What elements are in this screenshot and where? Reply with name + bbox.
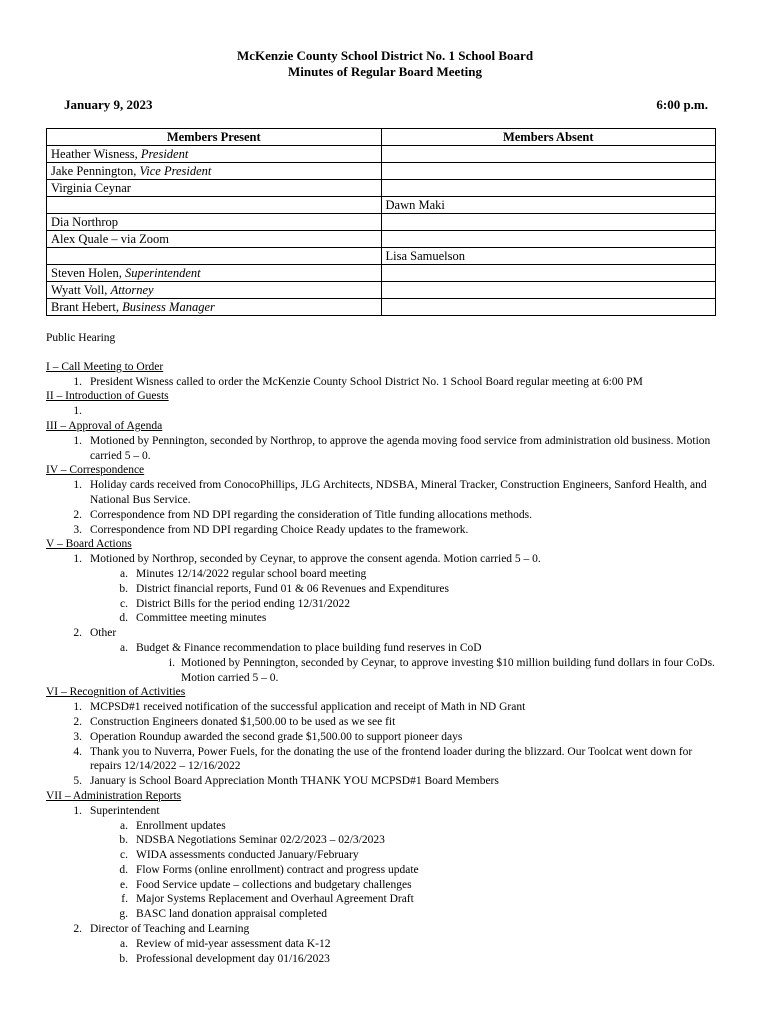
list-item (46, 656, 716, 686)
list-item-marker: e. (120, 878, 128, 891)
list-item-text: Motioned by Northrop, seconded by Ceynar, to approve the consent agenda. Motion carried 5 – 0. (90, 553, 541, 566)
list-item-marker: i. (168, 656, 175, 669)
member-present-name: Brant Hebert, (51, 300, 123, 314)
list-item-text: BASC land donation appraisal completed (136, 908, 327, 921)
list-item (46, 819, 716, 834)
minutes-body (46, 331, 716, 966)
members-absent-header: Members Absent (381, 129, 716, 146)
member-present-name: Alex Quale – via Zoom (51, 232, 170, 246)
list-item (46, 582, 716, 597)
list-item (46, 804, 716, 819)
list-item-marker: a. (120, 567, 128, 580)
list-item-text: Thank you to Nuverra, Power Fuels, for the donating the use of the frontend loader during the blizzard. Our Toolcat went down for repairs 12/14/2022 – 12/16/2022 (90, 745, 693, 773)
list-item-text: Enrollment updates (136, 819, 226, 832)
member-present-role: Vice President (139, 164, 212, 178)
list-item-marker: a. (120, 641, 128, 654)
list-item-text: District financial reports, Fund 01 & 06 Revenues and Expenditures (136, 582, 449, 595)
member-absent-cell (381, 180, 716, 197)
list-item-marker: 4. (73, 745, 82, 758)
list-item-marker: b. (119, 834, 128, 847)
list-item-marker: g. (119, 908, 128, 921)
section-heading-text: I – Call Meeting to Order (46, 360, 164, 373)
member-absent-cell: Dawn Maki (381, 197, 716, 214)
list-item-marker: f. (121, 893, 128, 906)
member-absent-cell (381, 231, 716, 248)
list-item-text: Construction Engineers donated $1,500.00 to be used as we see fit (90, 715, 396, 728)
list-item-text: Food Service update – collections and budgetary challenges (136, 878, 412, 891)
member-present-name: Wyatt Voll, (51, 283, 111, 297)
members-table-row (47, 163, 716, 180)
members-table (46, 128, 716, 316)
title-line-1: McKenzie County School District No. 1 School Board (236, 48, 534, 63)
list-item-text: Superintendent (90, 804, 160, 817)
member-present-name: Virginia Ceynar (51, 181, 131, 195)
list-item-marker: 3. (73, 730, 82, 743)
member-present-role: Superintendent (124, 266, 201, 280)
list-item-marker: c. (120, 597, 128, 610)
member-present-role: Attorney (110, 283, 154, 297)
section-heading (46, 419, 716, 434)
member-absent-cell (381, 146, 716, 163)
meeting-date: January 9, 2023 (64, 97, 153, 112)
list-item-marker: 2. (73, 508, 82, 521)
list-item-text: WIDA assessments conducted January/February (136, 849, 359, 862)
member-present-name: Heather Wisness, (51, 147, 141, 161)
section-heading-text: II – Introduction of Guests (46, 390, 169, 403)
list-item-marker: 2. (73, 923, 82, 936)
list-item (46, 552, 716, 567)
members-table-body (47, 146, 716, 316)
member-present-role: President (140, 147, 189, 161)
list-item (46, 523, 716, 538)
list-item-marker: 3. (73, 523, 82, 536)
list-item-text: Motioned by Pennington, seconded by Ceynar, to approve investing $10 million building fund dollars in four CoDs. Motion carried 5 – 0. (181, 656, 715, 684)
list-item (46, 567, 716, 582)
member-present-cell (47, 214, 382, 231)
list-item-text: Flow Forms (online enrollment) contract and progress update (136, 863, 419, 876)
list-item-text: Holiday cards received from ConocoPhillips, JLG Architects, NDSBA, Mineral Tracker, Construction Engineers, Sanford Health, and National Bus Service. (90, 479, 707, 506)
meeting-time: 6:00 p.m. (656, 97, 708, 112)
members-table-row (47, 180, 716, 197)
list-item-text: Major Systems Replacement and Overhaul Agreement Draft (136, 893, 414, 906)
member-present-name: Jake Pennington, (51, 164, 140, 178)
list-item-text: Operation Roundup awarded the second grade $1,500.00 to support pioneer days (90, 730, 463, 743)
spacer (46, 346, 716, 360)
section-heading (46, 389, 716, 404)
members-table-row (47, 214, 716, 231)
list-item-text: Committee meeting minutes (136, 612, 267, 625)
list-item-text: Motioned by Pennington, seconded by Northrop, to approve the agenda moving food service from administration old business. Motion carried 5 – 0. (90, 434, 711, 462)
list-item-text: Other (90, 627, 117, 640)
list-item-text: Correspondence from ND DPI regarding Choice Ready updates to the framework. (90, 523, 469, 536)
list-item (46, 508, 716, 523)
section-heading-text: VI – Recognition of Activities (46, 686, 186, 699)
members-table-row (47, 146, 716, 163)
member-present-role: Business Manager (122, 300, 215, 314)
list-item (46, 434, 716, 464)
member-present-cell (47, 231, 382, 248)
list-item-marker: 1. (73, 405, 82, 418)
member-present-cell (47, 197, 382, 214)
section-heading (46, 360, 716, 375)
list-item (46, 700, 716, 715)
member-present-cell (47, 299, 382, 316)
member-present-cell (47, 146, 382, 163)
list-item-marker: b. (119, 582, 128, 595)
list-item-marker: c. (120, 849, 128, 862)
list-item-text: Professional development day 01/16/2023 (136, 952, 330, 965)
list-item (46, 907, 716, 922)
section-heading-text: VII – Administration Reports (46, 789, 182, 802)
list-item (46, 863, 716, 878)
title-line-2: Minutes of Regular Board Meeting (287, 64, 483, 79)
section-heading (46, 463, 716, 478)
member-absent-cell (381, 163, 716, 180)
agenda-sections (46, 360, 716, 967)
list-item-text: Director of Teaching and Learning (90, 923, 250, 936)
member-present-cell (47, 282, 382, 299)
section-heading-text: III – Approval of Agenda (46, 419, 163, 432)
members-table-row (47, 282, 716, 299)
member-present-cell (47, 265, 382, 282)
section-heading (46, 685, 716, 700)
list-item (46, 892, 716, 907)
list-item-marker: a. (120, 937, 128, 950)
list-item (46, 878, 716, 893)
member-absent-cell (381, 265, 716, 282)
member-present-cell (47, 180, 382, 197)
list-item-marker: 1. (73, 804, 82, 817)
list-item (46, 952, 716, 967)
list-item (46, 478, 716, 508)
member-present-name: Steven Holen, (51, 266, 125, 280)
members-present-header: Members Present (47, 129, 382, 146)
list-item-text: Budget & Finance recommendation to place building fund reserves in CoD (136, 641, 482, 654)
list-item (46, 848, 716, 863)
list-item-marker: b. (119, 952, 128, 965)
list-item (46, 375, 716, 390)
list-item (46, 730, 716, 745)
list-item (46, 745, 716, 775)
section-heading-text: IV – Correspondence (46, 464, 145, 477)
member-absent-cell (381, 282, 716, 299)
list-item (46, 922, 716, 937)
section-heading (46, 789, 716, 804)
list-item (46, 611, 716, 626)
list-item-text: Correspondence from ND DPI regarding the consideration of Title funding allocations methods. (90, 508, 533, 521)
list-item-marker: 2. (73, 627, 82, 640)
list-item (46, 626, 716, 641)
list-item (46, 774, 716, 789)
member-present-cell (47, 163, 382, 180)
member-absent-cell (381, 299, 716, 316)
list-item-marker: 1. (73, 701, 82, 714)
member-absent-cell (381, 214, 716, 231)
list-item-text: Review of mid-year assessment data K-12 (136, 937, 331, 950)
members-table-row (47, 248, 716, 265)
members-table-row (47, 231, 716, 248)
list-item (46, 833, 716, 848)
section-heading (46, 537, 716, 552)
public-hearing-heading: Public Hearing (46, 332, 116, 344)
list-item (46, 937, 716, 952)
list-item-marker: d. (119, 612, 128, 625)
members-table-row (47, 299, 716, 316)
list-item-text: January is School Board Appreciation Month THANK YOU MCPSD#1 Board Members (90, 775, 499, 788)
member-present-name: Dia Northrop (51, 215, 118, 229)
list-item-text: Minutes 12/14/2022 regular school board meeting (136, 567, 367, 580)
list-item-marker: 2. (73, 715, 82, 728)
members-table-row (47, 265, 716, 282)
list-item-marker: 5. (73, 775, 82, 788)
list-item-marker: 1. (73, 479, 82, 492)
list-item-text: MCPSD#1 received notification of the successful application and receipt of Math in ND Grant (90, 701, 526, 714)
list-item-marker: d. (119, 863, 128, 876)
member-present-cell (47, 248, 382, 265)
list-item-marker: 1. (73, 553, 82, 566)
member-absent-cell: Lisa Samuelson (381, 248, 716, 265)
list-item (46, 715, 716, 730)
list-item (46, 404, 716, 419)
members-table-row (47, 197, 716, 214)
list-item-text: District Bills for the period ending 12/31/2022 (136, 597, 351, 610)
list-item-text: President Wisness called to order the McKenzie County School District No. 1 School Board regular meeting at 6:00 PM (90, 375, 643, 388)
list-item-text: NDSBA Negotiations Seminar 02/2/2023 – 02/3/2023 (136, 834, 385, 847)
list-item-marker: 1. (73, 434, 82, 447)
list-item (46, 597, 716, 612)
list-item (46, 641, 716, 656)
section-heading-text: V – Board Actions (46, 538, 132, 551)
list-item-marker: 1. (73, 375, 82, 388)
list-item-marker: a. (120, 819, 128, 832)
